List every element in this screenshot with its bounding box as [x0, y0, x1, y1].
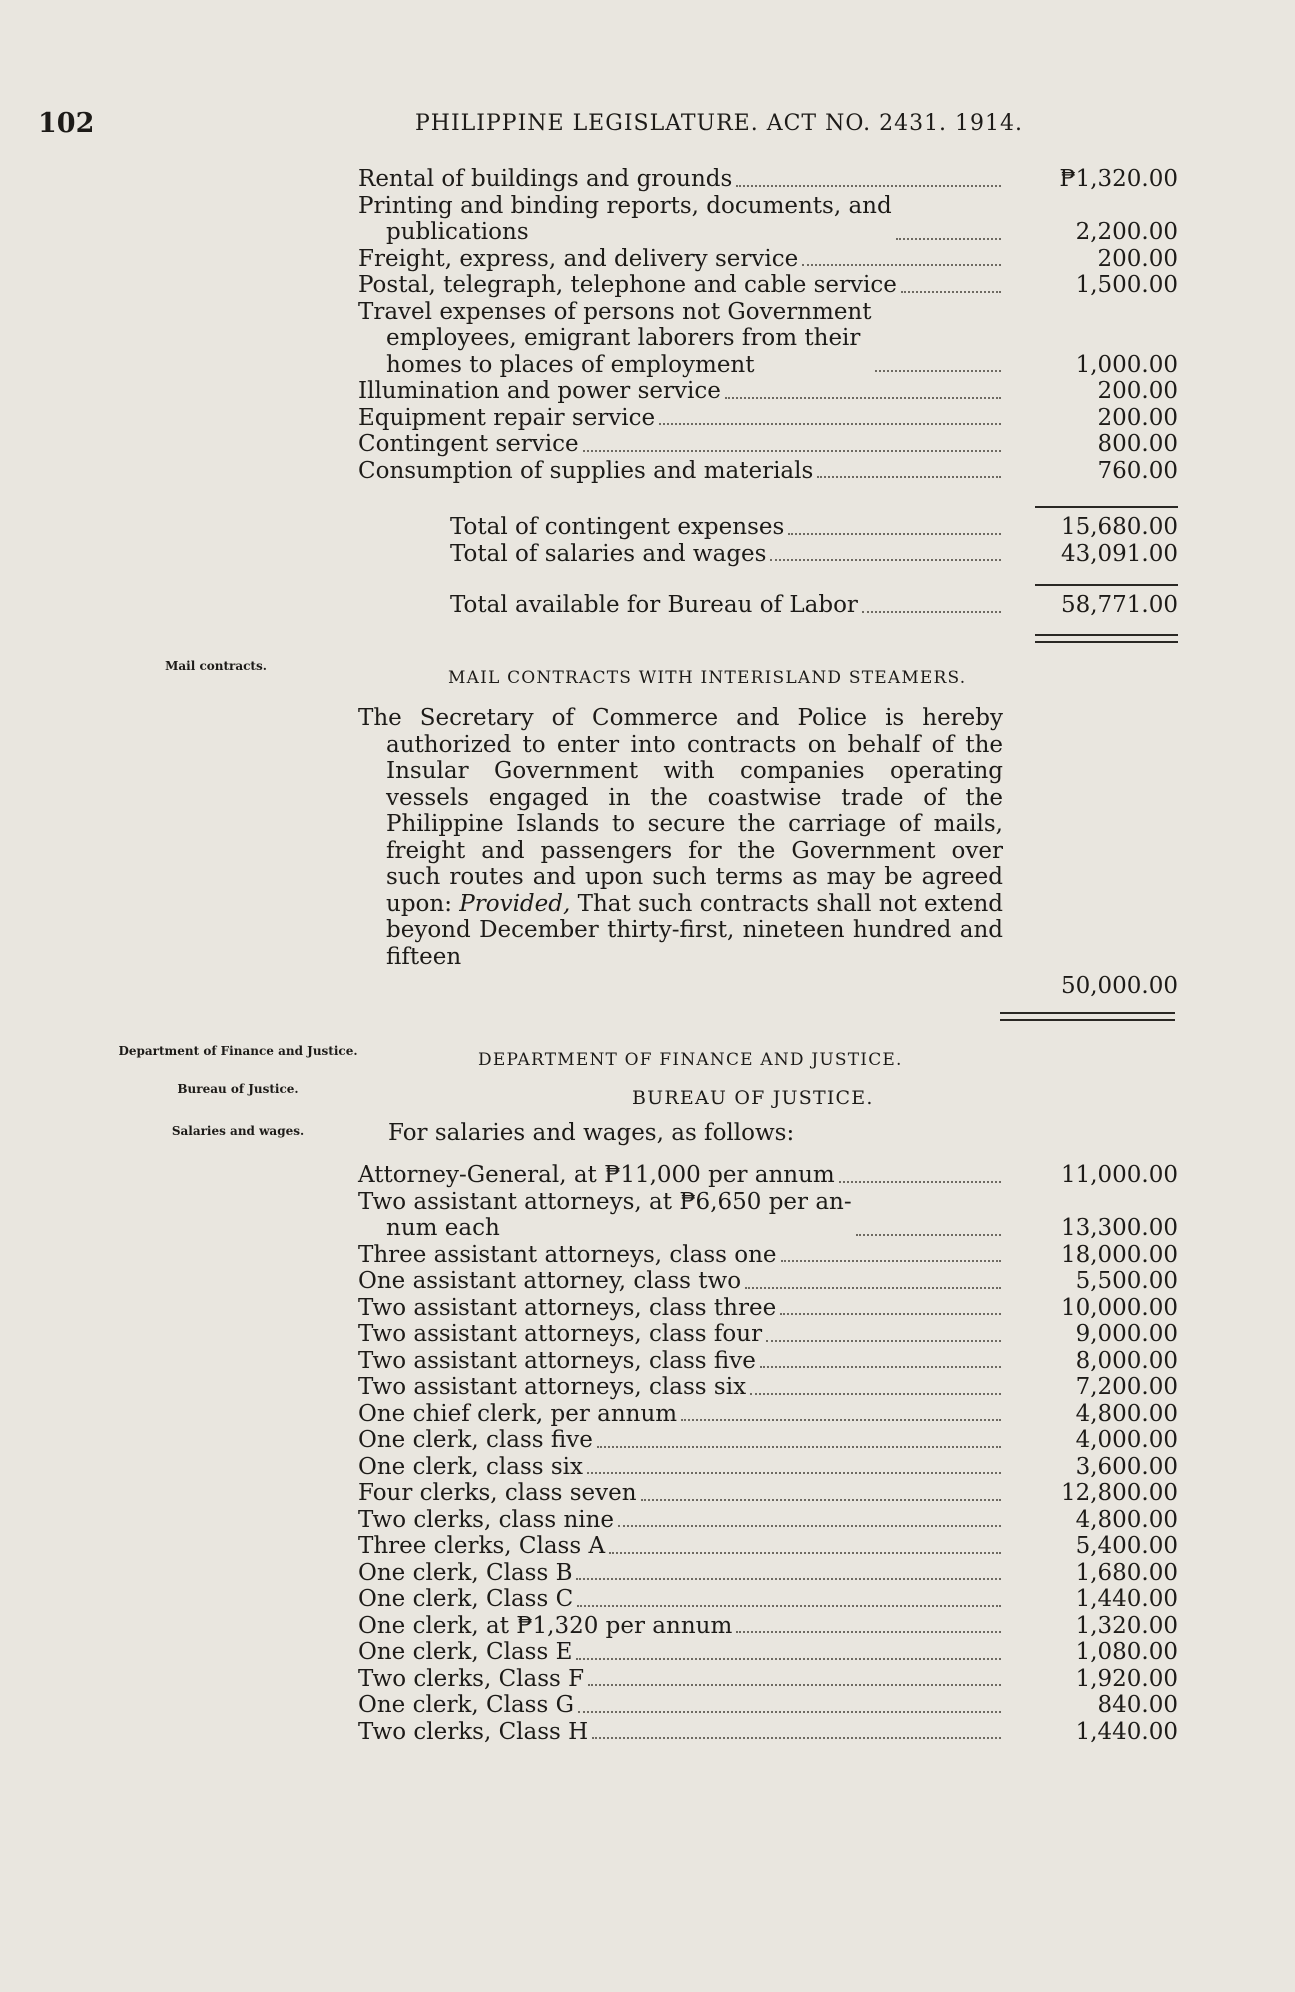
sum-rule	[1035, 506, 1178, 508]
line-item-amount: 2,200.00	[1075, 219, 1178, 245]
dot-leader	[745, 1287, 1001, 1289]
line-item	[450, 592, 1178, 619]
line-item-amount: 1,440.00	[1075, 1718, 1178, 1745]
dot-leader	[901, 291, 1001, 293]
line-item-label: Attorney-General, at ₱11,000 per annum	[358, 1162, 835, 1188]
line-item-label: Two assistant attorneys, at ₱6,650 per an- num each	[358, 1188, 852, 1241]
mail-contracts-paragraph	[358, 705, 1003, 970]
double-rule	[1035, 634, 1178, 643]
line-item	[358, 431, 1178, 458]
dot-leader	[770, 559, 1001, 561]
line-item-label: Two clerks, class nine	[358, 1506, 615, 1533]
double-rule	[1000, 1012, 1175, 1021]
line-item-amount: 4,800.00	[1075, 1506, 1178, 1533]
margin-note-department: Department of Finance and Justice.	[118, 1044, 358, 1058]
line-item-description	[450, 592, 1003, 619]
line-item-amount: 1,920.00	[1075, 1665, 1178, 1692]
line-item-amount: 43,091.00	[1060, 540, 1178, 567]
line-item	[358, 1480, 1178, 1507]
dot-leader	[839, 1181, 1001, 1183]
line-item-description	[358, 1507, 1003, 1534]
line-item-description	[358, 1560, 1003, 1587]
line-item-amount: 18,000.00	[1060, 1241, 1178, 1268]
line-item	[358, 1242, 1178, 1269]
line-item-description	[358, 1427, 1003, 1454]
line-item-amount: 200.00	[1097, 245, 1178, 272]
section-heading-mail-contracts: MAIL CONTRACTS WITH INTERISLAND STEAMERS.	[448, 668, 967, 688]
line-item-label: One clerk, Class C	[358, 1586, 574, 1612]
dot-leader	[736, 1631, 1001, 1633]
line-item-amount: 5,500.00	[1075, 1268, 1178, 1294]
line-item-label: Total available for Bureau of Labor	[450, 592, 858, 618]
line-item-description	[358, 1719, 1003, 1746]
dot-leader	[609, 1552, 1001, 1554]
line-item	[358, 1613, 1178, 1640]
dot-leader	[659, 423, 1001, 425]
line-item-description	[358, 1374, 1003, 1401]
dot-leader	[780, 1313, 1001, 1315]
line-item-description	[358, 1321, 1003, 1348]
line-item-amount: 1,320.00	[1075, 1612, 1178, 1639]
line-item-amount: 15,680.00	[1060, 514, 1178, 540]
line-item	[358, 1639, 1178, 1666]
line-item-label: Travel expenses of persons not Government employees, emigrant laborers from their homes to places of employment	[358, 298, 872, 378]
section-heading-department: DEPARTMENT OF FINANCE AND JUSTICE.	[478, 1050, 903, 1070]
dot-leader	[781, 1260, 1001, 1262]
line-item-amount: 9,000.00	[1075, 1321, 1178, 1347]
line-item-label: Two assistant attorneys, class three	[358, 1294, 777, 1321]
dot-leader	[725, 397, 1001, 399]
line-item	[358, 1162, 1178, 1189]
line-item	[358, 272, 1178, 299]
line-item-description	[450, 541, 1003, 568]
line-item-description	[358, 1692, 1003, 1719]
line-item-label: One clerk, class six	[358, 1453, 583, 1480]
line-item-label: Two assistant attorneys, class four	[358, 1321, 763, 1347]
dot-leader	[641, 1499, 1001, 1501]
line-item-amount: 840.00	[1097, 1692, 1178, 1718]
line-item	[450, 541, 1178, 568]
dot-leader	[681, 1419, 1001, 1421]
line-item-label: Two clerks, Class F	[358, 1665, 585, 1692]
line-item	[358, 193, 1178, 246]
dot-leader	[576, 1658, 1001, 1660]
line-item	[358, 246, 1178, 273]
sum-rule	[1035, 584, 1178, 586]
dot-leader	[766, 1340, 1001, 1342]
line-item-amount: 7,200.00	[1075, 1374, 1178, 1400]
line-item-label: Four clerks, class seven	[358, 1480, 637, 1506]
line-item-label: Total of salaries and wages	[450, 540, 767, 567]
line-item	[358, 1374, 1178, 1401]
dot-leader	[896, 238, 1001, 240]
line-item-label: One chief clerk, per annum	[358, 1400, 678, 1427]
margin-note-salaries: Salaries and wages.	[171, 1124, 305, 1138]
dot-leader	[588, 1684, 1001, 1686]
line-item	[358, 1321, 1178, 1348]
line-item-description	[358, 1639, 1003, 1666]
line-item-label: Rental of buildings and grounds	[358, 166, 733, 192]
line-item-label: Printing and binding reports, documents, and publications	[358, 192, 892, 245]
line-item-amount: 1,680.00	[1075, 1559, 1178, 1586]
dot-leader	[750, 1393, 1001, 1395]
line-item-amount: 3,600.00	[1075, 1453, 1178, 1480]
line-item	[358, 1533, 1178, 1560]
line-item-description	[358, 1666, 1003, 1693]
totals-list	[358, 514, 1178, 567]
line-item	[358, 1427, 1178, 1454]
line-item-label: Consumption of supplies and materials	[358, 457, 814, 484]
line-item-amount: ₱1,320.00	[1059, 166, 1178, 192]
line-item-description	[358, 1189, 1003, 1242]
line-item	[358, 1507, 1178, 1534]
line-item-amount: 800.00	[1097, 431, 1178, 457]
page-number: 102	[38, 108, 95, 139]
line-item	[358, 1348, 1178, 1375]
line-item-label: Contingent service	[358, 431, 579, 457]
line-item	[358, 1666, 1178, 1693]
dot-leader	[802, 264, 1001, 266]
line-item	[450, 514, 1178, 541]
line-item	[358, 1401, 1178, 1428]
line-item-description	[358, 1533, 1003, 1560]
line-item	[358, 166, 1178, 193]
dot-leader	[577, 1605, 1001, 1607]
line-item-description	[358, 405, 1003, 432]
dot-leader	[592, 1737, 1001, 1739]
line-item-description	[358, 246, 1003, 273]
section-heading-bureau: BUREAU OF JUSTICE.	[632, 1087, 874, 1109]
margin-note-mail-contracts: Mail contracts.	[165, 659, 267, 673]
line-item	[358, 1586, 1178, 1613]
line-item	[358, 1560, 1178, 1587]
line-item-description	[358, 1480, 1003, 1507]
justice-salaries-list	[358, 1162, 1178, 1745]
dot-leader	[736, 185, 1001, 187]
line-item-description	[358, 272, 1003, 299]
line-item-amount: 58,771.00	[1060, 592, 1178, 618]
provided-italic: Provided,	[459, 890, 571, 917]
line-item-amount: 1,080.00	[1075, 1639, 1178, 1665]
line-item-description	[358, 193, 1003, 246]
running-head: PHILIPPINE LEGISLATURE. ACT NO. 2431. 1914.	[415, 111, 1024, 136]
line-item-label: Three clerks, Class A	[358, 1533, 606, 1559]
line-item-description	[358, 1401, 1003, 1428]
line-item-label: Illumination and power service	[358, 378, 721, 404]
line-item-amount: 12,800.00	[1060, 1480, 1178, 1506]
line-item	[358, 458, 1178, 485]
line-item	[358, 1268, 1178, 1295]
line-item-label: Two clerks, Class H	[358, 1718, 589, 1745]
line-item	[358, 299, 1178, 379]
line-item-label: Two assistant attorneys, class six	[358, 1374, 747, 1400]
margin-note-bureau: Bureau of Justice.	[177, 1082, 299, 1096]
line-item-description	[358, 1242, 1003, 1269]
dot-leader	[817, 476, 1001, 478]
dot-leader	[862, 611, 1001, 613]
line-item-amount: 13,300.00	[1060, 1215, 1178, 1241]
line-item-description	[358, 1586, 1003, 1613]
line-item-label: One clerk, Class G	[358, 1692, 574, 1718]
dot-leader	[576, 1578, 1001, 1580]
line-item	[358, 1719, 1178, 1746]
line-item-amount: 10,000.00	[1060, 1294, 1178, 1321]
line-item-amount: 1,500.00	[1075, 272, 1178, 298]
dot-leader	[875, 370, 1001, 372]
contingent-expenses-list	[358, 166, 1178, 484]
line-item	[358, 1692, 1178, 1719]
mail-contracts-amount: 50,000.00	[1060, 973, 1178, 999]
dot-leader	[597, 1446, 1001, 1448]
line-item-label: One clerk, Class B	[358, 1559, 573, 1586]
dot-leader	[618, 1525, 1001, 1527]
line-item-label: One assistant attorney, class two	[358, 1268, 742, 1294]
dot-leader	[583, 450, 1001, 452]
line-item-amount: 1,440.00	[1075, 1586, 1178, 1612]
line-item-description	[358, 1295, 1003, 1322]
line-item-amount: 1,000.00	[1075, 351, 1178, 378]
dot-leader	[856, 1234, 1001, 1236]
line-item-description	[358, 166, 1003, 193]
grand-total	[358, 592, 1178, 619]
line-item-amount: 200.00	[1097, 378, 1178, 404]
dot-leader	[788, 533, 1001, 535]
line-item-label: Two assistant attorneys, class five	[358, 1347, 756, 1374]
line-item-amount: 200.00	[1097, 404, 1178, 431]
mail-contracts-text: The Secretary of Commerce and Police is hereby authorized to enter into contracts on behalf of the Insular Government with companies operating vessels engaged in the coastwise trade of the Philippine Islands to secure the carriage of mails, freight and passengers for the Government over such routes and upon such terms as may be agreed upon: Provided, That such contracts shall not extend beyond December thirty-first, nineteen hundred and fifteen	[358, 705, 1003, 970]
dot-leader	[587, 1472, 1001, 1474]
line-item-description	[358, 1268, 1003, 1295]
line-item	[358, 378, 1178, 405]
line-item-label: Postal, telegraph, telephone and cable service	[358, 272, 897, 298]
line-item	[358, 1454, 1178, 1481]
line-item-label: Total of contingent expenses	[450, 514, 785, 540]
line-item-amount: 8,000.00	[1075, 1347, 1178, 1374]
line-item-description	[358, 1348, 1003, 1375]
line-item-description	[358, 378, 1003, 405]
salaries-intro: For salaries and wages, as follows:	[388, 1120, 795, 1146]
line-item-amount: 760.00	[1097, 457, 1178, 484]
line-item-label: One clerk, class five	[358, 1427, 593, 1453]
dot-leader	[760, 1366, 1001, 1368]
dot-leader	[578, 1711, 1001, 1713]
line-item-description	[358, 458, 1003, 485]
line-item-description	[358, 299, 1003, 379]
line-item-amount: 5,400.00	[1075, 1533, 1178, 1559]
line-item-amount: 4,800.00	[1075, 1400, 1178, 1427]
line-item	[358, 405, 1178, 432]
line-item-description	[450, 514, 1003, 541]
line-item-label: Equipment repair service	[358, 404, 656, 431]
line-item-label: One clerk, Class E	[358, 1639, 573, 1665]
line-item-label: Three assistant attorneys, class one	[358, 1241, 777, 1268]
line-item	[358, 1295, 1178, 1322]
line-item-description	[358, 1454, 1003, 1481]
line-item-amount: 4,000.00	[1075, 1427, 1178, 1453]
line-item-description	[358, 1162, 1003, 1189]
line-item-amount: 11,000.00	[1060, 1162, 1178, 1188]
line-item-label: Freight, express, and delivery service	[358, 245, 799, 272]
line-item-description	[358, 431, 1003, 458]
line-item-label: One clerk, at ₱1,320 per annum	[358, 1612, 733, 1639]
line-item-description	[358, 1613, 1003, 1640]
line-item	[358, 1189, 1178, 1242]
